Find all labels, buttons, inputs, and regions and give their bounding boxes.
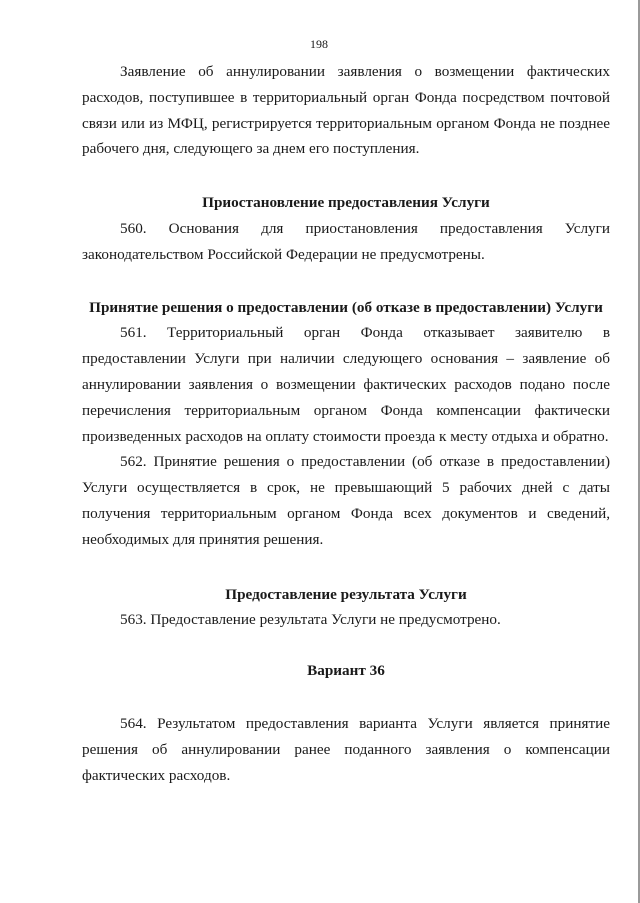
heading-suspension: Приостановление предоставления Услуги	[202, 194, 490, 212]
page-number: 198	[310, 37, 328, 51]
heading-result: Предоставление результата Услуги	[225, 585, 467, 603]
paragraph-561: 561. Территориальный орган Фонда отказывает заявителю в предоставлении Услуги при наличии следующего основания – заявление об аннулировании заявления о возмещении фактических расходов подано после перечисления территориальным органом Фонда компенсации фактически произведенных расходов на оплату стоимости проезда к месту отдыха и обратно.	[82, 324, 610, 445]
paragraph-560: 560. Основания для приостановления предоставления Услуги законодательством Российской Федерации не предусмотрены.	[82, 219, 610, 263]
heading-decision: Принятие решения о предоставлении (об отказе в предоставлении) Услуги	[89, 298, 603, 316]
paragraph-intro: Заявление об аннулировании заявления о возмещении фактических расходов, поступившее в территориальный орган Фонда посредством почтовой связи или из МФЦ, регистрируется территориальным органом Фонда не позднее рабочего дня, следующего за днем его поступления.	[82, 63, 610, 158]
document-body	[82, 59, 610, 788]
paragraph-562: 562. Принятие решения о предоставлении (об отказе в предоставлении) Услуги осуществляется в срок, не превышающий 5 рабочих дней с даты получения территориальным органом Фонда всех документов и сведений, необходимых для принятия решения.	[82, 453, 610, 548]
paragraph-563: 563. Предоставление результата Услуги не предусмотрено.	[120, 611, 501, 629]
paragraph-564: 564. Результатом предоставления варианта Услуги является принятие решения об аннулировании ранее поданного заявления о компенсации фактических расходов.	[82, 714, 610, 784]
heading-variant: Вариант 36	[307, 662, 385, 680]
